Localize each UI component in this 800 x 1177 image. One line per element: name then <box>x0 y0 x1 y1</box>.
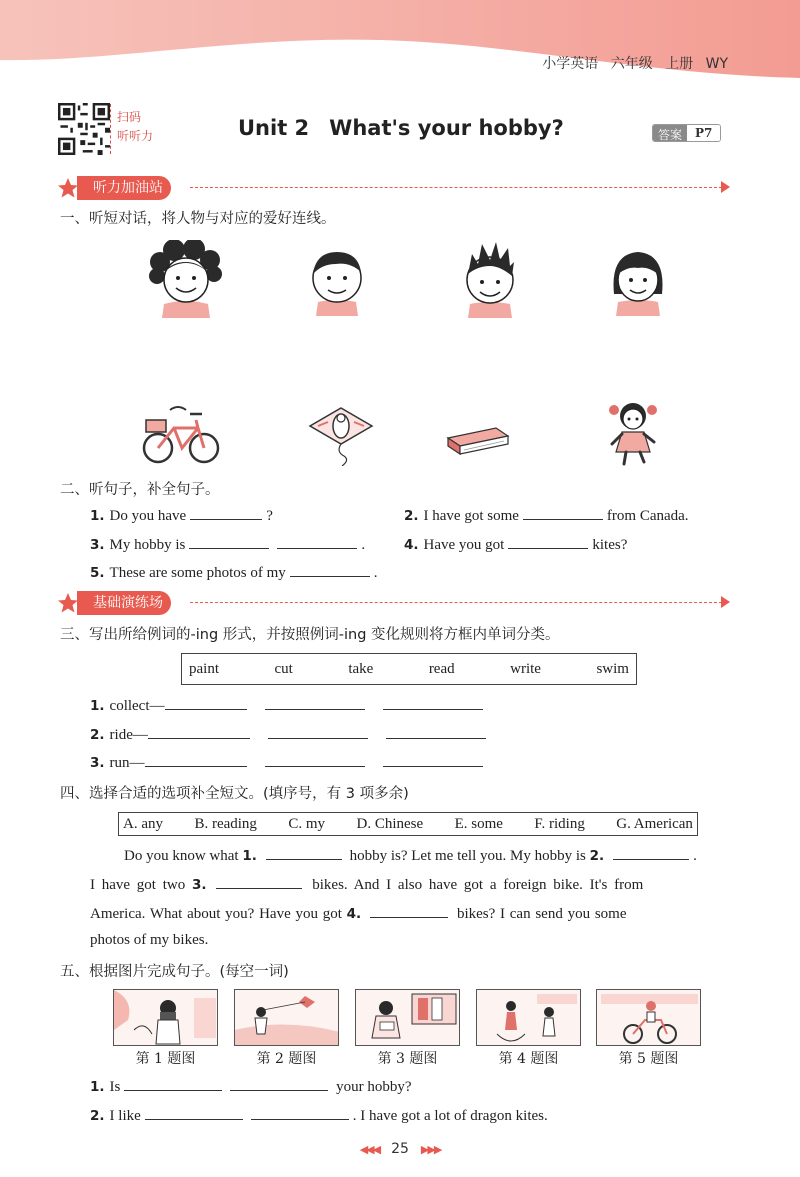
answer-blank[interactable] <box>165 696 247 710</box>
picture-4-jumping-rope <box>476 989 581 1046</box>
word-item: cut <box>274 660 293 677</box>
picture-3-reading <box>355 989 460 1046</box>
section-listening-header: 听力加油站 <box>55 176 730 200</box>
picture-5-caption: 第 5 题图 <box>618 1051 679 1067</box>
section-practice-header: 基础演练场 <box>55 591 730 615</box>
picture-4-caption: 第 4 题图 <box>498 1051 559 1067</box>
q2-item-1: 1. Do you have ? <box>90 508 273 524</box>
option-item: G. American <box>616 815 693 832</box>
answer-blank[interactable] <box>216 875 302 889</box>
answer-blank[interactable] <box>265 753 365 767</box>
answer-blank[interactable] <box>370 904 448 918</box>
answer-blank[interactable] <box>523 506 603 520</box>
series-label: 小学英语 六年级 上册 WY <box>542 56 728 72</box>
option-item: D. Chinese <box>356 815 424 832</box>
answer-blank[interactable] <box>251 1106 349 1120</box>
answer-blank[interactable] <box>290 563 370 577</box>
passage-line-4: photos of my bikes. <box>90 932 209 948</box>
word-item: swim <box>596 660 629 677</box>
q3-row-1: 1. collect— <box>90 696 487 715</box>
answer-blank[interactable] <box>508 535 588 549</box>
q2-item-4: 4. Have you got kites? <box>404 537 628 553</box>
question-3-title: 三、写出所给例词的-ing 形式，并按照例词-ing 变化规则将方框内单词分类。 <box>60 627 560 643</box>
passage-line-2: I have got two 3. bikes. And I also have got a foreign bike. It's from <box>90 877 644 893</box>
word-item: take <box>348 660 374 677</box>
option-item: A. any <box>123 815 163 832</box>
page-footer <box>0 1141 800 1157</box>
answer-blank[interactable] <box>190 506 262 520</box>
answer-blank[interactable] <box>266 846 342 860</box>
unit-title: Unit 2 What's your hobby? <box>238 116 564 140</box>
answer-blank[interactable] <box>268 725 368 739</box>
answer-blank[interactable] <box>277 535 357 549</box>
bike-image <box>142 400 220 466</box>
answer-blank[interactable] <box>124 1077 222 1091</box>
question-5-title: 五、根据图片完成句子。(每空一词) <box>60 964 289 980</box>
picture-3-caption: 第 3 题图 <box>377 1051 438 1067</box>
answer-blank[interactable] <box>383 753 483 767</box>
option-item: B. reading <box>194 815 257 832</box>
star-icon <box>57 592 79 614</box>
answer-blank[interactable] <box>613 846 689 860</box>
answer-blank[interactable] <box>383 696 483 710</box>
passage-line-3: America. What about you? Have you got 4. bikes? I can send you some <box>90 906 627 922</box>
answer-blank[interactable] <box>148 725 250 739</box>
option-item: F. riding <box>534 815 585 832</box>
boy-spiky-hair-face-image <box>460 240 520 318</box>
passage-line-1: Do you know what 1. hobby is? Let me tell you. My hobby is 2. . <box>124 848 697 864</box>
word-box <box>181 653 637 685</box>
doll-image <box>606 400 660 466</box>
girl-bob-hair-face-image <box>608 244 668 316</box>
book-image <box>446 424 510 456</box>
girl-curly-face-image <box>148 240 224 318</box>
word-item: read <box>428 660 455 677</box>
answer-page-badge: 答案 P7 <box>652 124 721 142</box>
kite-image <box>306 404 376 466</box>
next-arrows-icon: ▶▶▶ <box>420 1143 441 1156</box>
boy-face-image <box>306 244 368 316</box>
q3-row-3: 3. run— <box>90 753 487 772</box>
q3-row-2: 2. ride— <box>90 725 490 744</box>
option-item: C. my <box>288 815 326 832</box>
q2-item-3: 3. My hobby is . <box>90 537 366 553</box>
answer-blank[interactable] <box>265 696 365 710</box>
answer-blank[interactable] <box>145 753 247 767</box>
picture-5-riding-bike <box>596 989 701 1046</box>
picture-2-kite-flying <box>234 989 339 1046</box>
q2-item-5: 5. These are some photos of my . <box>90 565 378 581</box>
options-box <box>118 812 698 836</box>
star-icon <box>57 177 79 199</box>
option-item: E. some <box>454 815 503 832</box>
q5-item-1: 1. Is your hobby? <box>90 1079 412 1095</box>
q2-item-2: 2. I have got some from Canada. <box>404 508 689 524</box>
picture-1-photographer <box>113 989 218 1046</box>
question-1-title: 一、听短对话，将人物与对应的爱好连线。 <box>60 211 336 227</box>
scan-to-listen-label: 扫码 听听力 <box>110 104 162 154</box>
answer-blank[interactable] <box>230 1077 328 1091</box>
word-item: paint <box>189 660 219 677</box>
question-2-title: 二、听句子，补全句子。 <box>60 482 220 498</box>
answer-blank[interactable] <box>145 1106 243 1120</box>
page-number: 25 <box>391 1141 409 1157</box>
qr-code-icon[interactable] <box>58 103 110 155</box>
prev-arrows-icon: ◀◀◀ <box>359 1143 380 1156</box>
picture-2-caption: 第 2 题图 <box>256 1051 317 1067</box>
q5-item-2: 2. I like . I have got a lot of dragon kites. <box>90 1108 548 1124</box>
word-item: write <box>510 660 541 677</box>
answer-blank[interactable] <box>189 535 269 549</box>
question-4-title: 四、选择合适的选项补全短文。(填序号，有 3 项多余) <box>60 786 409 802</box>
answer-blank[interactable] <box>386 725 486 739</box>
picture-1-caption: 第 1 题图 <box>135 1051 196 1067</box>
